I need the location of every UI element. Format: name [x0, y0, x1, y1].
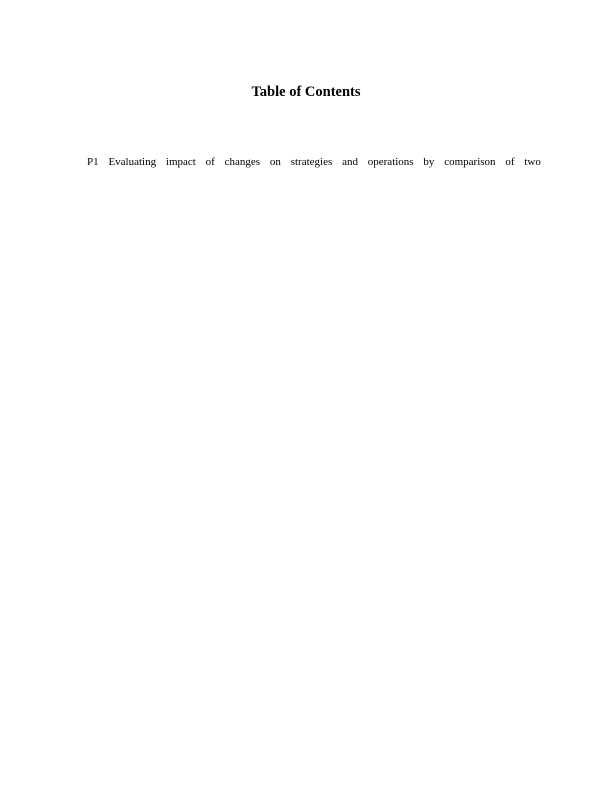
toc-entry-p1-line1[interactable]: P1 Evaluating impact of changes on strategies and operations by comparison of two: [87, 156, 541, 168]
toc-title: Table of Contents: [251, 84, 361, 100]
